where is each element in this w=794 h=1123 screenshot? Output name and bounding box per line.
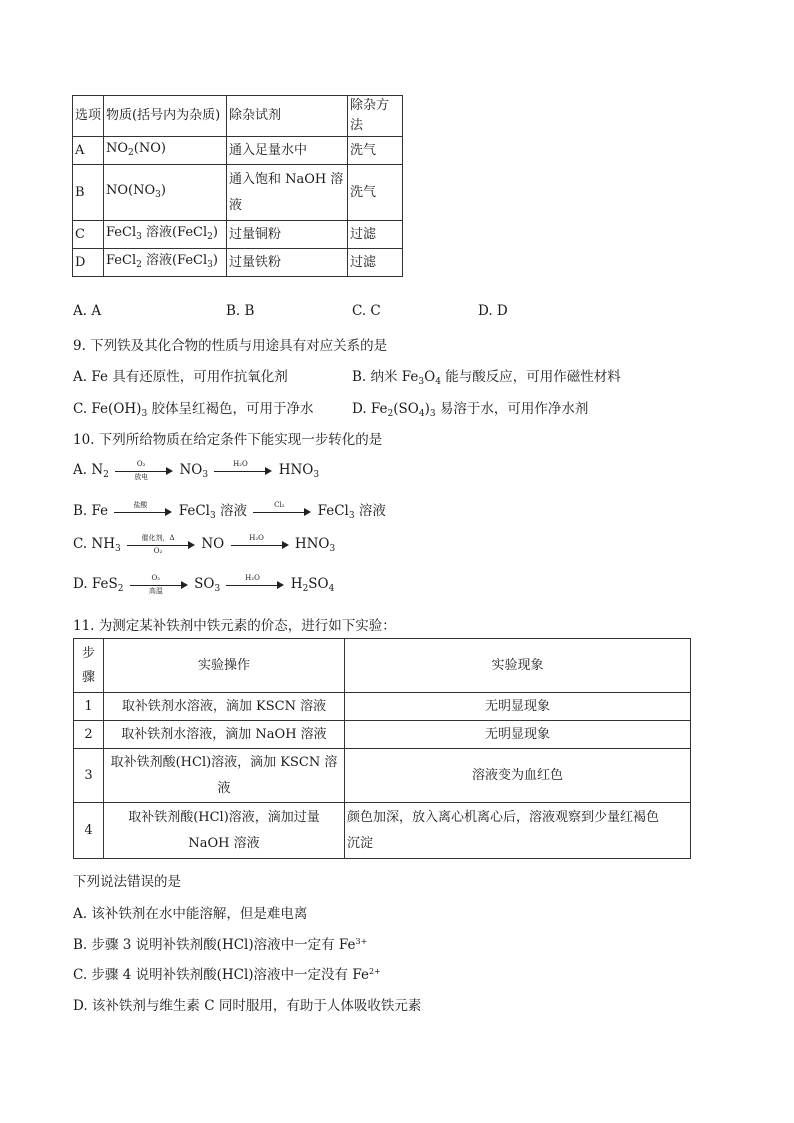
table-cell: 通入足量水中 [227,137,348,165]
table-header: 除杂方法 [348,96,403,137]
impurity-table [72,95,403,277]
q10-option-d: D. FeS$_2$ O₂ 高温 $SO_3$ H₂O $H_2SO_4$ [73,573,335,595]
table-cell: 过量铁粉 [227,249,348,277]
table-header: 物质(括号内为杂质) [104,96,227,137]
table-row [73,165,403,221]
q9-stem: 9. 下列铁及其化合物的性质与用途具有对应关系的是 [73,338,388,354]
table-header: 实验现象 [345,639,691,693]
table-cell: FeCl$_3$ 溶液(FeCl$_2$) [104,221,227,249]
q8-option-d: D. D [478,303,508,319]
table-cell: 洗气 [348,165,403,221]
table-cell: $NO(NO_3)$ [104,165,227,221]
q8-option-a: A. A [73,303,102,319]
table-header: 除杂试剂 [227,96,348,137]
table-cell: 过滤 [348,249,403,277]
q8-option-c: C. C [352,303,381,319]
table-cell: FeCl$_2$ 溶液(FeCl$_3$) [104,249,227,277]
q11-option-b: B. 步骤 3 说明补铁剂酸(HCl)溶液中一定有 $Fe^{3+}$ [73,937,368,953]
q9-option-a: A. Fe 具有还原性，可用作抗氧化剂 [73,369,288,385]
q11-ask: 下列说法错误的是 [73,874,181,890]
table-cell: 过滤 [348,221,403,249]
q11-option-a: A. 该补铁剂在水中能溶解，但是难电离 [73,906,308,922]
reaction-arrow: H₂O [214,463,272,479]
table-row [73,249,403,277]
table-row [73,221,403,249]
q11-stem: 11. 为测定某补铁剂中铁元素的价态，进行如下实验： [73,618,396,634]
table-header: 实验操作 [104,639,345,693]
reaction-arrow: O₂ 放电 [115,463,173,479]
table-cell: C [73,221,104,249]
table-row: 3 取补铁剂酸(HCl)溶液，滴加 KSCN 溶 液 溶液变为血红色 [74,749,691,803]
table-cell: A [73,137,104,165]
q10-stem: 10. 下列所给物质在给定条件下能实现一步转化的是 [73,432,383,448]
table-cell: 洗气 [348,137,403,165]
experiment-table [73,638,691,859]
reaction-arrow: H₂O [231,537,289,553]
table-cell: $NO_2(NO)$ [104,137,227,165]
table-cell: D [73,249,104,277]
reaction-arrow: H₂O [226,577,284,593]
q11-option-c: C. 步骤 4 说明补铁剂酸(HCl)溶液中一定没有 $Fe^{2+}$ [73,967,381,983]
table-row: 2 取补铁剂水溶液，滴加 NaOH 溶液 无明显现象 [74,721,691,749]
table-header: 步 骤 [74,639,104,693]
q8-option-b: B. B [226,303,255,319]
reaction-arrow: O₂ 高温 [130,577,188,593]
q11-option-d: D. 该补铁剂与维生素 C 同时服用，有助于人体吸收铁元素 [73,998,422,1014]
reaction-arrow: 催化剂，Δ O₂ [127,537,195,553]
q10-option-b: B. Fe 盐酸 FeCl$_3$ 溶液 Cl₂ FeCl$_3$ 溶液 [73,500,386,521]
table-header: 选项 [73,96,104,137]
q9-option-d: D. $Fe_2(SO_4)_3$ 易溶于水，可用作净水剂 [352,401,589,419]
table-row: 4 取补铁剂酸(HCl)溶液，滴加过量 NaOH 溶液 颜色加深，放入离心机离心后，溶液观察到少量红褐色 沉淀 [74,803,691,859]
reaction-arrow: 盐酸 [114,504,172,520]
table-cell: B [73,165,104,221]
reaction-arrow: Cl₂ [253,504,311,520]
q9-option-c: C. $Fe(OH)_3$ 胶体呈红褐色，可用于净水 [73,401,314,419]
q10-option-a: A. $N_2$ O₂ 放电 $NO_3$ H₂O $HNO_3$ [73,459,320,481]
q9-option-b: B. 纳米 $Fe_3O_4$ 能与酸反应，可用作磁性材料 [352,369,621,387]
table-cell: 通入饱和 NaOH 溶 液 [227,165,348,221]
q10-option-c: C. $NH_3$ 催化剂，Δ O₂ NO H₂O $HNO_3$ [73,533,336,555]
table-row: 1 取补铁剂水溶液，滴加 KSCN 溶液 无明显现象 [74,693,691,721]
table-cell: 过量铜粉 [227,221,348,249]
table-row [73,137,403,165]
